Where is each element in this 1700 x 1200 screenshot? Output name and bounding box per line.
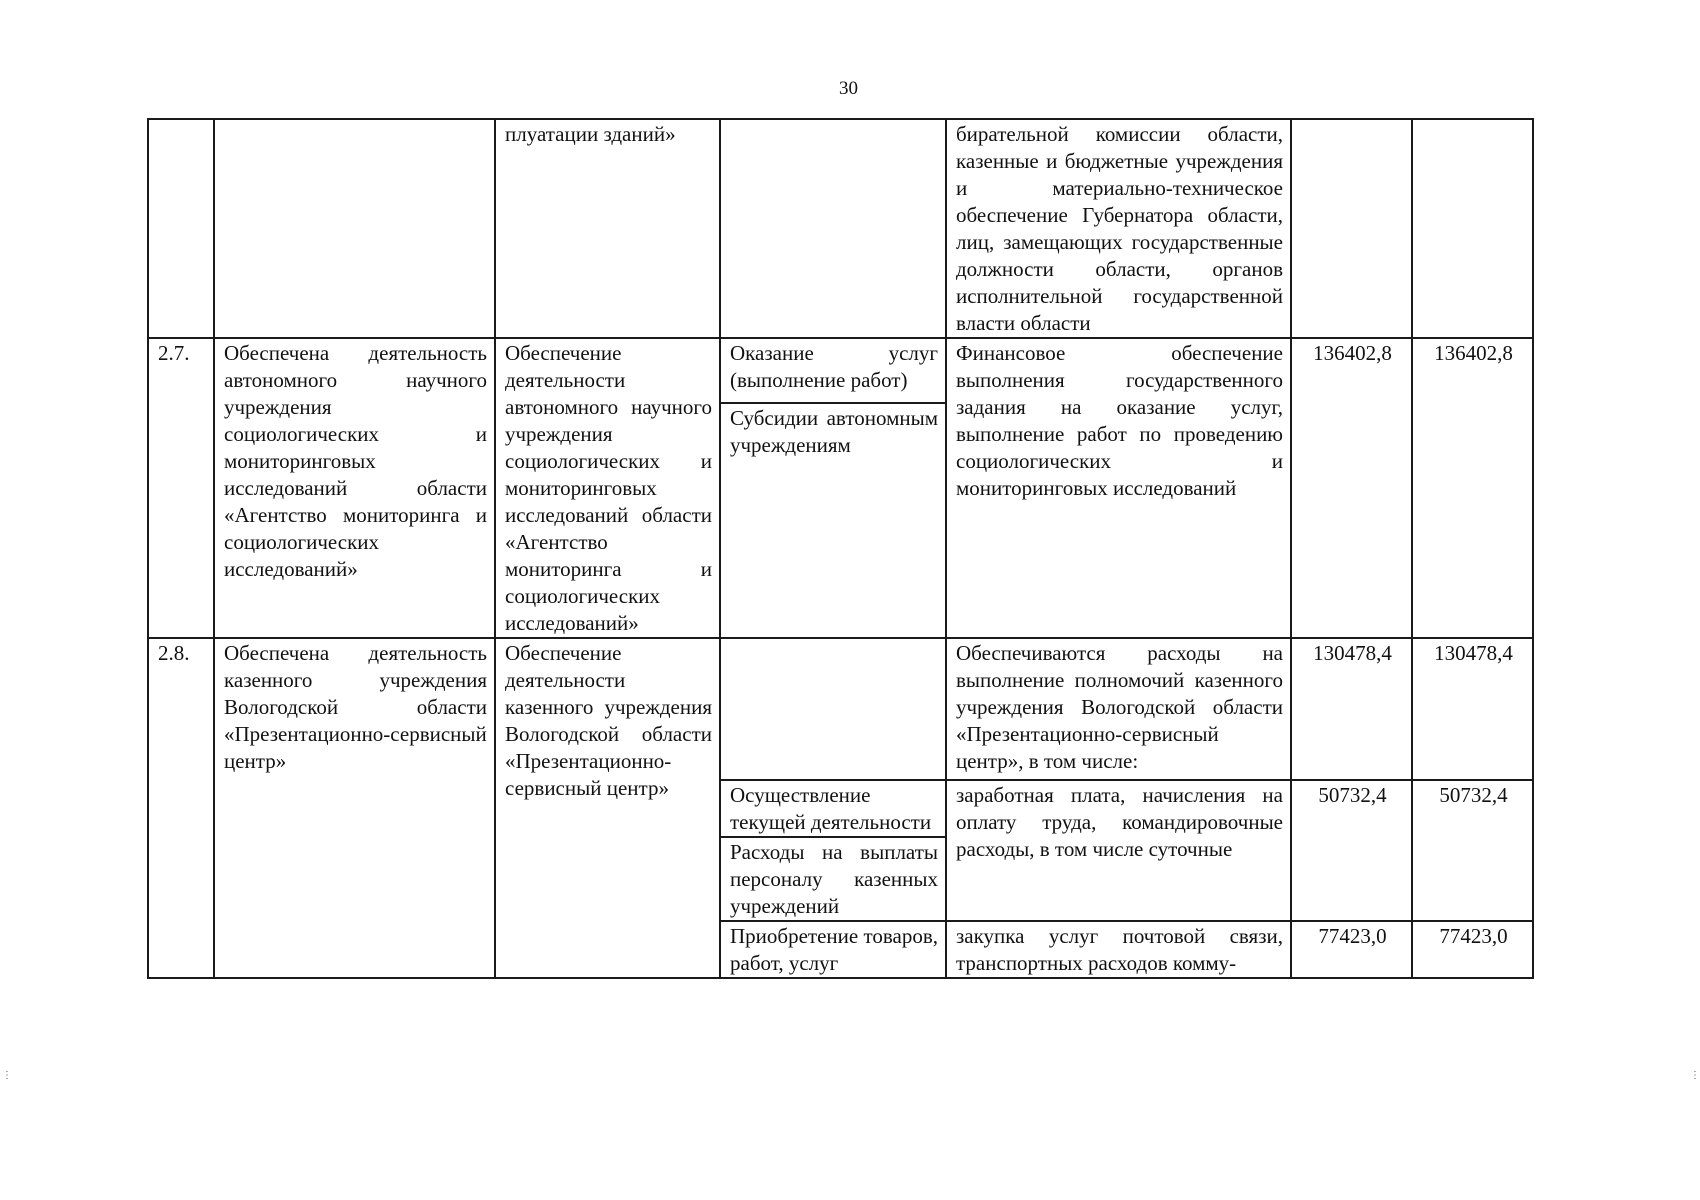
row-number: 2.7. — [148, 338, 214, 638]
row-result: Обеспечена деятельность автономного научного учреждения социологических и мониторинговых исследований области «Агентство мониторинга и социологических исследований» — [214, 338, 495, 638]
row-event: Обеспечение деятельности казенного учреждения Вологодской области «Презентационно-сервисный центр» — [495, 638, 720, 978]
cell-expense-type — [720, 119, 946, 338]
row-amount-1: 130478,4 — [1291, 638, 1412, 780]
row-amount-2: 136402,8 — [1412, 338, 1533, 638]
cell-num — [148, 119, 214, 338]
cell-result — [214, 119, 495, 338]
cell-amount-1 — [1291, 119, 1412, 338]
row-event: Обеспечение деятельности автономного научного учреждения социологических и мониторинговых исследований области «Агентство мониторинга и социологических исследований» — [495, 338, 720, 638]
row-amount-1: 77423,0 — [1291, 921, 1412, 978]
row-result: Обеспечена деятельность казенного учреждения Вологодской области «Презентационно-сервисный центр» — [214, 638, 495, 978]
row-description: Финансовое обеспечение выполнения государственного задания на оказание услуг, выполнение работ по проведению социологических и мониторинговых исследований — [946, 338, 1291, 638]
scan-mark-right: ⋮ — [1690, 1070, 1700, 1081]
cell-description: бирательной комиссии области, казенные и бюджетные учреждения и материально-техническое обеспечение Губернатора области, лиц, замещающих государственные должности области, органов исполнительной государственной власти области — [946, 119, 1291, 338]
table-row-continuation — [148, 119, 1533, 338]
row-expense-type-1: Приобретение товаров, работ, услуг — [720, 921, 946, 978]
page-number: 30 — [839, 78, 858, 99]
row-number: 2.8. — [148, 638, 214, 978]
table-row — [148, 638, 1533, 780]
row-description: заработная плата, начисления на оплату труда, командировочные расходы, в том числе суточные — [946, 780, 1291, 921]
cell-amount-2 — [1412, 119, 1533, 338]
row-description: закупка услуг почтовой связи, транспортных расходов комму- — [946, 921, 1291, 978]
row-expense-type-1: Осуществление текущей деятельности — [720, 780, 946, 837]
budget-table — [147, 118, 1534, 979]
row-expense-type-1: Оказание услуг (выполнение работ) — [720, 338, 946, 403]
cell-event: плуатации зданий» — [495, 119, 720, 338]
row-description: Обеспечиваются расходы на выполнение полномочий казенного учреждения Вологодской области «Презентационно-сервисный центр», в том числе: — [946, 638, 1291, 780]
scan-mark-left: ⋮ — [2, 1070, 12, 1081]
row-amount-1: 136402,8 — [1291, 338, 1412, 638]
row-amount-1: 50732,4 — [1291, 780, 1412, 921]
row-amount-2: 77423,0 — [1412, 921, 1533, 978]
row-expense-type-empty — [720, 638, 946, 780]
row-amount-2: 50732,4 — [1412, 780, 1533, 921]
table-row — [148, 338, 1533, 403]
row-expense-type-2: Субсидии автономным учреждениям — [720, 403, 946, 638]
row-expense-type-2: Расходы на выплаты персоналу казенных учреждений — [720, 837, 946, 921]
row-amount-2: 130478,4 — [1412, 638, 1533, 780]
